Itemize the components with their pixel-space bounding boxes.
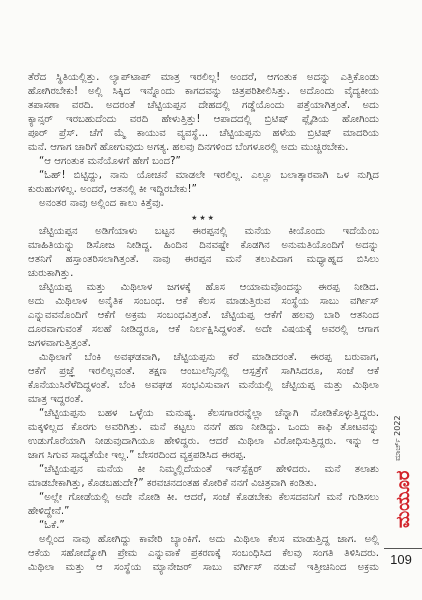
issue-date-label: ಮಾರ್ಚ್ 2022 [393, 415, 402, 461]
text-line: “ಓಹ್! ಬಿಟ್ಟಿದ್ದು, ನಾನು ಯೋಚನೆ ಮಾಡಲೇ ಇರಲಿಲ್ಲ. ಎಲ್ಲೂ ಬಲಾತ್ಕಾರವಾಗಿ ಒಳ ನುಗ್ಗಿದ [39, 170, 379, 181]
text-line: ಜಗಳವಾಗುತ್ತಿತ್ತಂತೆ. [28, 338, 91, 349]
text-line: ಮಕ್ಕಳಿಲ್ಲದ ಕೊರಗು ಅವರಿಗಿತ್ತು. ಮನೆ ಕಟ್ಟಲು ನನಗೆ ಹಣ ನೀಡಿದ್ದು. ಒಂದು ಕಾಫಿ ತೋಟವನ್ನು [28, 422, 379, 433]
text-line: ಹೇಳಿದ್ದೇನೆ.” [28, 506, 70, 517]
paragraph [28, 281, 379, 351]
paragraph-continued [28, 71, 379, 155]
text-line: ಪೂರ್ ಪ್ರೆಸ್. ಚೆಗೆ ಮ್ಮೆ ಕಾಯುವ ವ್ಯವಸ್ಥೆ... ಚೆಟ್ಟಿಯಪ್ಪನು ಹಳೆಯ ಬ್ರಿಟಿಷ್ ಮಾದರಿಯ [28, 128, 379, 139]
text-line: ಅದು ಮಿಥಿಲಾಳ ಅನೈತಿಕ ಸಂಬಂಧ. ಆಕೆ ಕೆಲಸ ಮಾಡುತ್ತಿರುವ ಸಂಸ್ಥೆಯ ಸಾಬು ವರ್ಗೀಸ್ [28, 296, 379, 307]
paragraph [28, 351, 379, 407]
dialogue-paragraph [28, 463, 379, 491]
paragraph [28, 225, 379, 281]
text-line: ಕ್ಯಾನ್ಸರ್ ಇರಬಹುದೆಂದು ವರದಿ ಹೇಳುತ್ತಿತ್ತು! ಆಪಾದದಲ್ಲಿ ಬ್ರಿಟಿಷ್ ಪ್ಲೈಡಿಯ ಹೋಗಿಂದು [28, 114, 379, 125]
text-line: ಎನ್ನುವವನೊಂದಿಗೆ ಆಕೆಗೆ ಅಕ್ರಮ ಸಂಬಂಧವಿತ್ತಂತೆ. ಚೆಟ್ಟಿಯಪ್ಪ ಆಕೆಗೆ ಹಲವು ಬಾರಿ ಆತನಿಂದ [28, 310, 379, 321]
text-line: ಅನಂತರ ನಾವು ಅಲ್ಲಿಂದ ಕಾಲು ಕಿತ್ತೆವು. [39, 198, 164, 209]
text-line: ಕುರುಹುಗಳಿಲ್ಲ. ಅಂದರೆ, ಆತನಲ್ಲಿ ಕೀ ಇದ್ದಿರಬೇಕು!” [28, 184, 197, 195]
text-line: ಮಿಥಿಲಾ ಮತ್ತು ಆ ಸಂಸ್ಥೆಯ ಮ್ಯಾನೇಜರ್ ಸಾಬು ವರ್ಗೀಸ್ ನಡುವೆ ಇತ್ತೀಚಿನಿಂದ ಅಕ್ರಮ [28, 562, 379, 573]
section-break-stars: ★★★ [191, 214, 216, 222]
text-line: ಚೆಟ್ಟಿಯಪ್ಪ ಮತ್ತು ಮಿಥಿಲಾಳ ಜಗಳಕ್ಕೆ ಹೊಸ ಆಯಾಮವೊಂದನ್ನು ಈರಪ್ಪ ನೀಡಿದ. [39, 282, 379, 293]
text-line: ಆತನಿಗೆ ಹಸ್ತಾಂತರಿಸಲಾಗಿತ್ತಂತೆ. ನಾವು ಈರಪ್ಪನ ಮನೆ ತಲುಪಿದಾಗ ಮಧ್ಯಾಹ್ನದ ಬಿಸಿಲು [28, 254, 379, 265]
text-line: ಜಾಗ ಸಿಗುವ ಸಾಧ್ಯತೆಯೇ ಇಲ್ಲ.” ಬೇಸರದಿಂದ ವ್ಯಕ್ತಪಡಿಸಿದ ಈರಪ್ಪ. [28, 450, 246, 461]
text-line: ಕೊನೆಯುಸಿರೆಳೆದಿದ್ದಳಂತೆ. ಬೆಂಕಿ ಅವಘಡ ಸಂಭವಿಸುವಾಗ ಮನೆಯಲ್ಲಿ ಚೆಟ್ಟಿಯಪ್ಪ ಮತ್ತು ಮಿಥಿಲಾ [28, 380, 379, 391]
text-line: ಮಾಹಿತಿಯನ್ನು ಡಿಸೋಜ ನೀಡಿದ್ದ. ಹಿಂದಿನ ದಿನವಷ್ಟೇ ಕೊಡಗಿನ ಅನುಮತಿಯೊಂದಿಗೆ ಅದನ್ನು [28, 240, 379, 251]
text-line: ಮಾತ್ರ ಇದ್ದರಂತೆ. [28, 394, 84, 405]
text-line: ಆಕೆಗೆ ಪ್ರಜ್ಞೆ ಇರಲಿಲ್ಲವಂತೆ. ತಕ್ಷಣ ಆಂಬುಲೆನ್ಸಿನಲ್ಲಿ ಆಸ್ಪತ್ರೆಗೆ ಸಾಗಿಸಿದರೂ, ಸಂಜೆ ಆಕೆ [28, 366, 379, 377]
dialogue-paragraph [28, 169, 379, 197]
article-body [28, 71, 379, 575]
page-number-rule [384, 548, 422, 549]
text-line: ತಪಾಸಣಾ ವರದಿ. ಅದರಂತೆ ಚೆಟ್ಟಿಯಪ್ಪನ ದೇಹದಲ್ಲಿ ಗಡ್ಡೆಯೊಂದು ಪತ್ತೆಯಾಗಿತ್ತಂತೆ. ಅದು [28, 100, 379, 111]
text-line: ಮಾಡಬೇಕಾಗಿತ್ತು, ಕೊಡಬಹುದೇ?” ಕರವಚನದಂತಹ ಕೋರಿಕೆ ನನಗೆ ವಿಚಿತ್ರವಾಗಿ ಕಂಡಿತು. [28, 478, 317, 489]
paragraph [28, 533, 379, 575]
dialogue-paragraph [28, 407, 379, 463]
text-line: “ಆ ಆಗಂತುಕ ಮನೆಯೊಳಗೆ ಹೇಗೆ ಬಂದ?” [39, 156, 181, 167]
text-line: ಆಕೆಯ ಸಹೋದ್ಯೋಗಿ ಪ್ರೇಮ ಎನ್ನುವಾಕೆ ಪ್ರಕರಣಕ್ಕೆ ಸಂಬಂಧಿಸಿದ ಕೆಲವು ಸಂಗತಿ ತಿಳಿಸಿದರು. [28, 548, 379, 559]
text-line: ತೆರೆದ ಸ್ಥಿತಿಯಲ್ಲಿತ್ತು. ಲ್ಯಾಪ್‌ಟಾಪ್ ಮಾತ್ರ ಇರಲಿಲ್ಲ! ಅಂದರೆ, ಆಗಂತುಕ ಅದನ್ನು ಎತ್ತಿಕೊಂಡು [28, 72, 379, 83]
text-line: ಚುರುಕಾಗಿತ್ತು. [28, 268, 74, 279]
text-line: ದೂರವಾಗುವಂತೆ ಸಲಹೆ ನೀಡಿದ್ದರೂ, ಆಕೆ ನಿರ್ಲಕ್ಷಿಸಿದ್ದಳಂತೆ. ಅದೇ ವಿಷಯಕ್ಕೆ ಅವರಲ್ಲಿ ಆಗಾಗ [28, 324, 379, 335]
text-line: “ಅಲ್ಲೇ ಗೋಡೆಯಲ್ಲಿ ಅದೇ ನೋಡಿ ಕೀ. ಆದರೆ, ಸಂಜೆ ಕೊಡಬೇಕು ಕೆಲಸದವನಿಗೆ ಮನೆ ಗುಡಿಸಲು [39, 492, 379, 503]
text-line: ಅಲ್ಲಿಂದ ನಾವು ಹೋಗಿದ್ದು ಕಾವೇರಿ ಬ್ಯಾಂಕಿಗೆ. ಅದು ಮಿಥಿಲಾ ಕೆಲಸ ಮಾಡುತ್ತಿದ್ದ ಜಾಗ. ಅಲ್ಲಿ [39, 534, 379, 545]
dialogue-paragraph [28, 155, 379, 169]
text-line: ಮಿಥಿಲಾಗೆ ಬೆಂಕಿ ಅವಘಡವಾಗಿ, ಚೆಟ್ಟಿಯಪ್ಪನು ಕರೆ ಮಾಡಿದರಂತೆ. ಈರಪ್ಪ ಬರುವಾಗ, [39, 352, 379, 363]
text-line: “ಓಕೆ.” [39, 520, 65, 531]
text-line: “ಚೆಟ್ಟಿಯಪ್ಪನು ಬಹಳ ಒಳ್ಳೆಯ ಮನುಷ್ಯ. ಕೆಲಸಗಾರರನ್ನೆಲ್ಲಾ ಚೆನ್ನಾಗಿ ನೋಡಿಕೊಳ್ಳುತ್ತಿದ್ದರು. [39, 408, 379, 419]
dialogue-paragraph [28, 491, 379, 519]
paragraph [28, 197, 379, 211]
magazine-logo: ಮಯೂರ [393, 470, 414, 528]
text-line: ಹೋಗಿರಬೇಕು! ಅಲ್ಲಿ ಸಿಕ್ಕಿದ ಇನ್ನೊಂದು ಕಾಗದವನ್ನು ಚಿತ್ರಪರಿಶೀಲಿಸಿತ್ತು. ಅದೊಂದು ವೈದ್ಯಕೀಯ [28, 86, 379, 97]
text-line: ಉಡುಗೊರೆಯಾಗಿ ನೀಡುವುದಾಗಿಯೂ ಹೇಳಿದ್ದರು. ಆದರೆ ಮಿಥಿಲಾ ವಿರೋಧಿಸುತ್ತಿದ್ದರು. ಇನ್ನು ಆ [28, 436, 379, 447]
text-line: “ಚೆಟ್ಟಿಯಪ್ಪನ ಮನೆಯ ಕೀ ನಿಮ್ಮಲ್ಲಿದೆಯಂತೆ ಇನ್‌ಸ್ಪೆಕ್ಟರ್ ಹೇಳಿದರು. ಮನೆ ತಲಾಶು [39, 464, 379, 475]
dialogue-paragraph [28, 519, 379, 533]
text-line: ಮನೆ. ಆಗಾಗ ಚಾರಿಗೆ ಹೋಗುವುದು ಅಗತ್ಯ. ಹಲವು ದಿನಗಳಿಂದ ಬೆಂಗಳೂರಲ್ಲಿ ಅದು ಮುಚ್ಚಿರಬೇಕು. [28, 142, 349, 153]
text-line: ಚೆಟ್ಟಿಯಪ್ಪನ ಅಡಿಗೆಯಾಳು ಬಟ್ಟನ ಈರಪ್ಪನಲ್ಲಿ ಮನೆಯ ಕೀಯೊಂದು ಇದೆಯೆಂಬ [39, 226, 379, 237]
page-number: 109 [390, 552, 412, 567]
